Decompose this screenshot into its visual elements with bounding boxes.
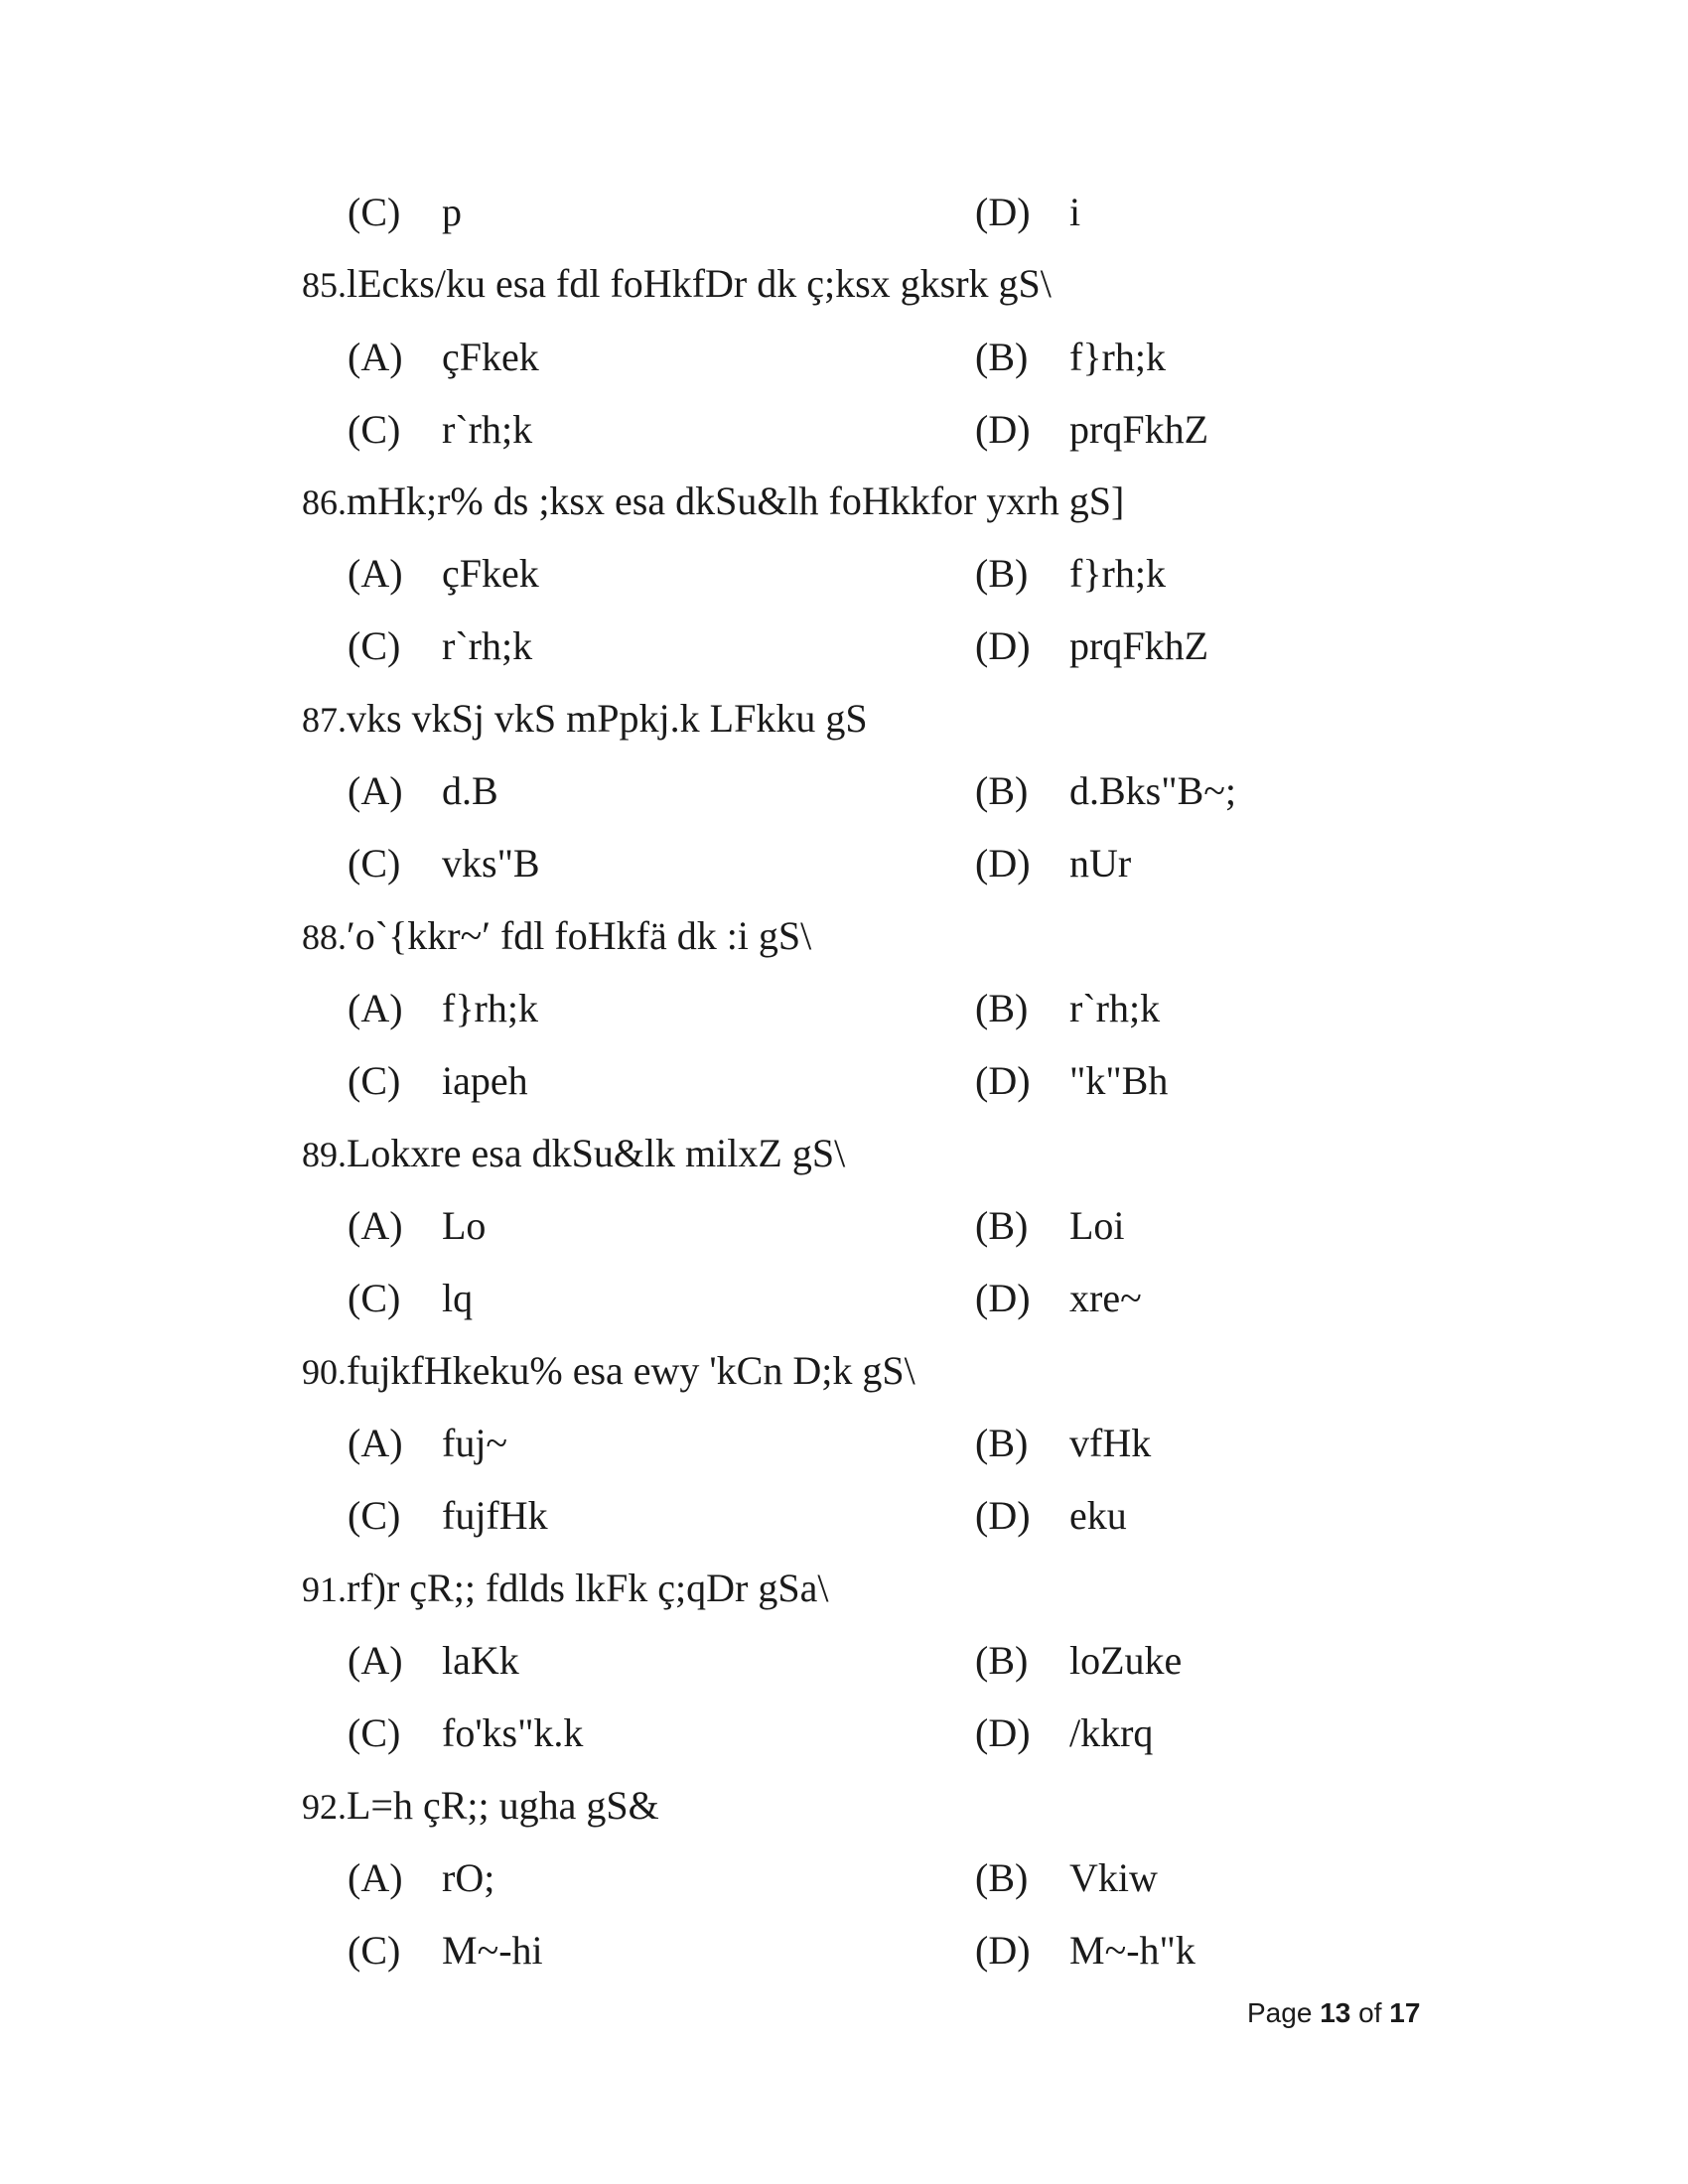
option-text: "k"Bh <box>1069 1058 1169 1103</box>
footer-current-page: 13 <box>1320 1997 1351 2028</box>
question-87 <box>302 689 868 749</box>
option-text: iapeh <box>442 1058 528 1103</box>
option-text: Lo <box>442 1203 487 1248</box>
option-letter: (B) <box>975 1855 1029 1900</box>
option-text: vks"B <box>442 841 540 886</box>
option-row <box>0 1051 1688 1111</box>
option-letter: (C) <box>348 623 401 668</box>
question-number: 87. <box>302 700 347 740</box>
question-90 <box>302 1341 915 1401</box>
option-text: vfHk <box>1069 1421 1152 1465</box>
option-letter: (A) <box>348 1638 403 1683</box>
question-text: rf)r çR;; fdlds lkFk ç;qDr gSa\ <box>347 1566 829 1610</box>
option-letter: (B) <box>975 1421 1029 1465</box>
option-letter: (D) <box>975 623 1031 668</box>
option-text: r`rh;k <box>442 623 533 668</box>
option-text: prqFkhZ <box>1069 623 1208 668</box>
option-letter: (A) <box>348 551 403 596</box>
option-letter: (D) <box>975 1928 1031 1973</box>
question-text: L=h çR;; ugha gS& <box>347 1783 659 1828</box>
option-text: loZuke <box>1069 1638 1183 1683</box>
question-text: mHk;r% ds ;ksx esa dkSu&lh foHkkfor yxrh gS] <box>347 478 1125 523</box>
question-86 <box>302 472 1124 531</box>
option-row <box>0 1486 1688 1546</box>
footer-of: of <box>1358 1997 1382 2028</box>
option-text: nUr <box>1069 841 1132 886</box>
question-91 <box>302 1559 829 1618</box>
option-row <box>0 1631 1688 1691</box>
option-row <box>0 544 1688 604</box>
option-text: lq <box>442 1276 474 1320</box>
option-row <box>0 834 1688 893</box>
question-number: 88. <box>302 917 347 957</box>
option-text: laKk <box>442 1638 519 1683</box>
question-number: 92. <box>302 1787 347 1827</box>
question-text: ′o`{kkr~′ fdl foHkfä dk :i gS\ <box>347 913 812 958</box>
option-text: M~-h"k <box>1069 1928 1196 1973</box>
option-letter: (B) <box>975 1638 1029 1683</box>
option-letter: (D) <box>975 841 1031 886</box>
page-number-footer <box>1247 1997 1420 2029</box>
option-text: p <box>442 190 462 234</box>
option-row <box>0 1704 1688 1763</box>
option-text: M~-hi <box>442 1928 543 1973</box>
option-text: r`rh;k <box>1069 986 1161 1030</box>
option-row <box>0 183 1688 242</box>
question-85 <box>302 254 1052 314</box>
option-text: prqFkhZ <box>1069 407 1208 452</box>
question-number: 85. <box>302 265 347 305</box>
question-number: 91. <box>302 1570 347 1609</box>
option-letter: (A) <box>348 1421 403 1465</box>
question-text: lEcks/ku esa fdl foHkfDr dk ç;ksx gksrk gS\ <box>347 261 1052 306</box>
option-row <box>0 1414 1688 1473</box>
option-text: d.Bks"B~; <box>1069 768 1237 813</box>
question-88 <box>302 906 811 966</box>
option-letter: (B) <box>975 551 1029 596</box>
option-letter: (C) <box>348 1493 401 1538</box>
option-text: f}rh;k <box>442 986 538 1030</box>
option-row <box>0 761 1688 821</box>
option-letter: (B) <box>975 768 1029 813</box>
option-letter: (D) <box>975 407 1031 452</box>
option-letter: (C) <box>348 1058 401 1103</box>
option-text: fujfHk <box>442 1493 548 1538</box>
option-letter: (C) <box>348 407 401 452</box>
option-letter: (A) <box>348 335 403 379</box>
option-letter: (A) <box>348 986 403 1030</box>
question-number: 86. <box>302 482 347 522</box>
option-letter: (A) <box>348 768 403 813</box>
option-row <box>0 616 1688 676</box>
option-text: r`rh;k <box>442 407 533 452</box>
option-text: xre~ <box>1069 1276 1142 1320</box>
option-letter: (C) <box>348 1928 401 1973</box>
option-text: f}rh;k <box>1069 551 1166 596</box>
option-row <box>0 400 1688 460</box>
option-text: Loi <box>1069 1203 1125 1248</box>
option-row <box>0 979 1688 1038</box>
option-text: Vkiw <box>1069 1855 1158 1900</box>
option-letter: (A) <box>348 1203 403 1248</box>
question-text: fujkfHkeku% esa ewy 'kCn D;k gS\ <box>347 1348 915 1393</box>
option-text: d.B <box>442 768 498 813</box>
option-letter: (B) <box>975 335 1029 379</box>
question-89 <box>302 1124 845 1183</box>
question-92 <box>302 1776 659 1836</box>
option-letter: (C) <box>348 841 401 886</box>
option-row <box>0 1921 1688 1980</box>
option-text: fo'ks"k.k <box>442 1710 584 1755</box>
option-letter: (C) <box>348 190 401 234</box>
option-letter: (C) <box>348 1276 401 1320</box>
option-letter: (D) <box>975 1493 1031 1538</box>
question-text: vks vkSj vkS mPpkj.k LFkku gS <box>347 696 868 741</box>
option-text: f}rh;k <box>1069 335 1166 379</box>
option-letter: (D) <box>975 1058 1031 1103</box>
option-row <box>0 1196 1688 1256</box>
option-row <box>0 1848 1688 1908</box>
option-letter: (A) <box>348 1855 403 1900</box>
option-letter: (D) <box>975 190 1031 234</box>
option-row <box>0 328 1688 387</box>
option-letter: (B) <box>975 1203 1029 1248</box>
option-letter: (D) <box>975 1710 1031 1755</box>
option-row <box>0 1269 1688 1328</box>
option-text: i <box>1069 190 1081 234</box>
option-text: eku <box>1069 1493 1127 1538</box>
option-text: çFkek <box>442 551 539 596</box>
option-letter: (C) <box>348 1710 401 1755</box>
option-text: fuj~ <box>442 1421 508 1465</box>
option-text: /kkrq <box>1069 1710 1154 1755</box>
question-number: 89. <box>302 1135 347 1174</box>
question-number: 90. <box>302 1352 347 1392</box>
footer-total-pages: 17 <box>1389 1997 1421 2028</box>
option-text: rO; <box>442 1855 495 1900</box>
option-text: çFkek <box>442 335 539 379</box>
option-letter: (D) <box>975 1276 1031 1320</box>
option-letter: (B) <box>975 986 1029 1030</box>
footer-prefix: Page <box>1247 1997 1313 2028</box>
question-text: Lokxre esa dkSu&lk milxZ gS\ <box>347 1131 846 1175</box>
